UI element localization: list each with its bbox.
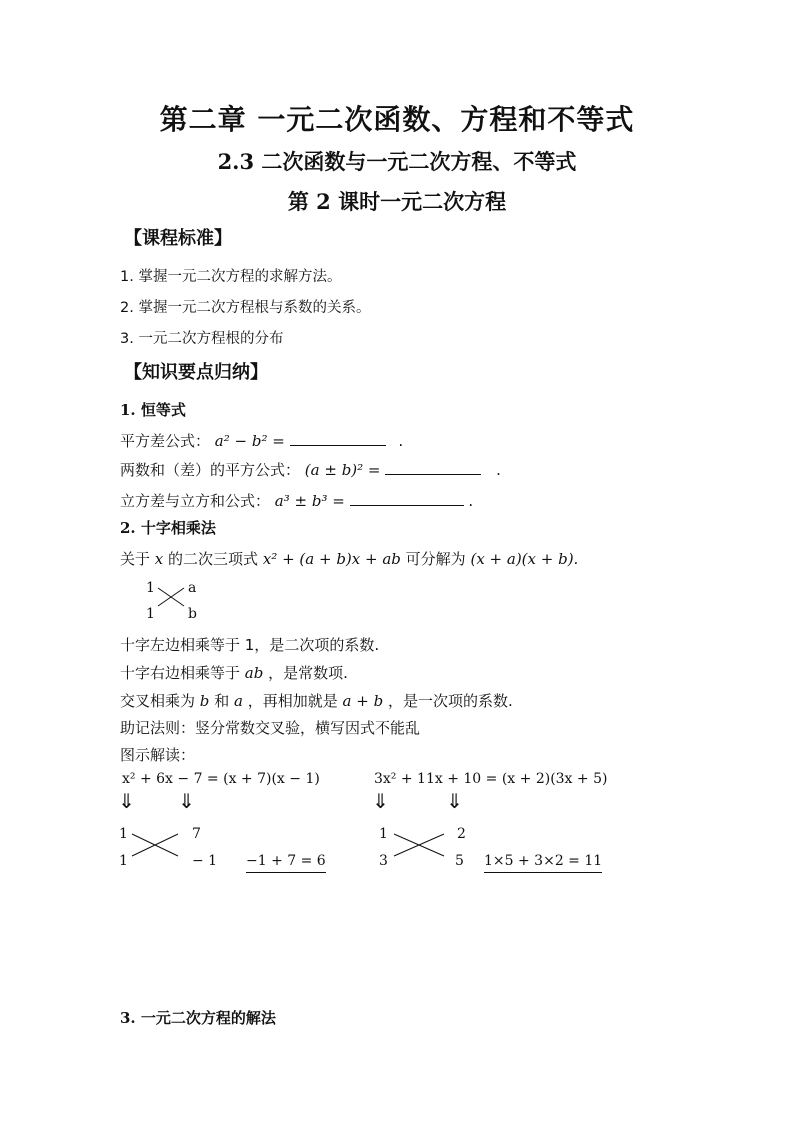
standards-heading: 【课程标准】 xyxy=(124,228,232,249)
example2-check: 1×5 + 3×2 = 11 xyxy=(484,853,602,869)
cross-heading: 2. 十字相乘法 xyxy=(120,519,216,537)
cross-intro-line: 关于 x 的二次三项式 x² + (a + b)x + ab 可分解为 (x + a)(x + b). xyxy=(120,550,579,568)
solving-heading: 3. 一元二次方程的解法 xyxy=(120,1009,276,1027)
example2-bottom-right: 5 xyxy=(455,853,464,869)
answer-blank[interactable] xyxy=(385,460,481,475)
example1-bottom-right: − 1 xyxy=(192,853,218,869)
square-sum-label: 两数和（差）的平方公式： xyxy=(120,461,301,479)
diagram-bottom-left: 1 xyxy=(146,606,155,622)
example2-equation: 3x² + 11x + 10 = (x + 2)(3x + 5) xyxy=(374,771,608,787)
standard-item: 3. 一元二次方程根的分布 xyxy=(120,331,284,347)
diff-squares-expr: a² − b² = xyxy=(214,432,285,450)
down-arrow-icon: ⇓ xyxy=(372,789,389,813)
mnemonic-line: 助记法则：竖分常数交叉验，横写因式不能乱 xyxy=(120,719,421,737)
diff-squares-label: 平方差公式： xyxy=(120,432,211,450)
diagram-top-left: 1 xyxy=(146,580,155,596)
example2-top-right: 2 xyxy=(457,826,466,842)
chapter-title: 第二章 一元二次函数、方程和不等式 xyxy=(159,103,635,136)
answer-blank[interactable] xyxy=(290,431,386,446)
down-arrow-icon: ⇓ xyxy=(446,789,463,813)
cube-label: 立方差与立方和公式： xyxy=(120,492,271,510)
standard-item: 1. 掌握一元二次方程的求解方法。 xyxy=(120,269,342,285)
section-title: 2.3 二次函数与一元二次方程、不等式 xyxy=(217,149,577,174)
example1-top-right: 7 xyxy=(192,826,201,842)
example1-top-left: 1 xyxy=(119,826,128,842)
cross-lines-example2 xyxy=(392,831,446,859)
answer-blank[interactable] xyxy=(350,491,464,506)
cube-expr: a³ ± b³ = xyxy=(274,492,345,510)
cube-line: 立方差与立方和公式： a³ ± b³ = . xyxy=(120,492,474,510)
example1-bottom-left: 1 xyxy=(119,853,128,869)
square-sum-expr: (a ± b)² = xyxy=(304,461,381,479)
rule-line-3: 交叉相乘为 b 和 a ，再相加就是 a + b ，是一次项的系数. xyxy=(120,692,513,710)
diagram-top-right: a xyxy=(188,580,197,596)
identities-heading: 1. 恒等式 xyxy=(120,401,186,419)
example2-bottom-left: 3 xyxy=(379,853,388,869)
knowledge-heading: 【知识要点归纳】 xyxy=(124,362,268,383)
down-arrow-icon: ⇓ xyxy=(118,789,135,813)
square-sum-line: 两数和（差）的平方公式： (a ± b)² = . xyxy=(120,461,501,479)
lesson-title: 第 2 课时一元二次方程 xyxy=(287,189,507,214)
cross-lines-example1 xyxy=(130,831,180,859)
down-arrow-icon: ⇓ xyxy=(178,789,195,813)
example1-equation: x² + 6x − 7 = (x + 7)(x − 1) xyxy=(122,771,320,787)
standard-item: 2. 掌握一元二次方程根与系数的关系。 xyxy=(120,300,371,316)
rule-line-1: 十字左边相乘等于 1，是二次项的系数. xyxy=(120,636,380,654)
example1-check: −1 + 7 = 6 xyxy=(246,853,326,869)
example2-top-left: 1 xyxy=(379,826,388,842)
diff-squares-line: 平方差公式： a² − b² = . xyxy=(120,432,404,450)
cross-lines-diagram xyxy=(156,584,186,610)
rule-line-2: 十字右边相乘等于 ab ，是常数项. xyxy=(120,664,348,682)
illustration-label: 图示解读： xyxy=(120,746,196,764)
diagram-bottom-right: b xyxy=(188,606,197,622)
